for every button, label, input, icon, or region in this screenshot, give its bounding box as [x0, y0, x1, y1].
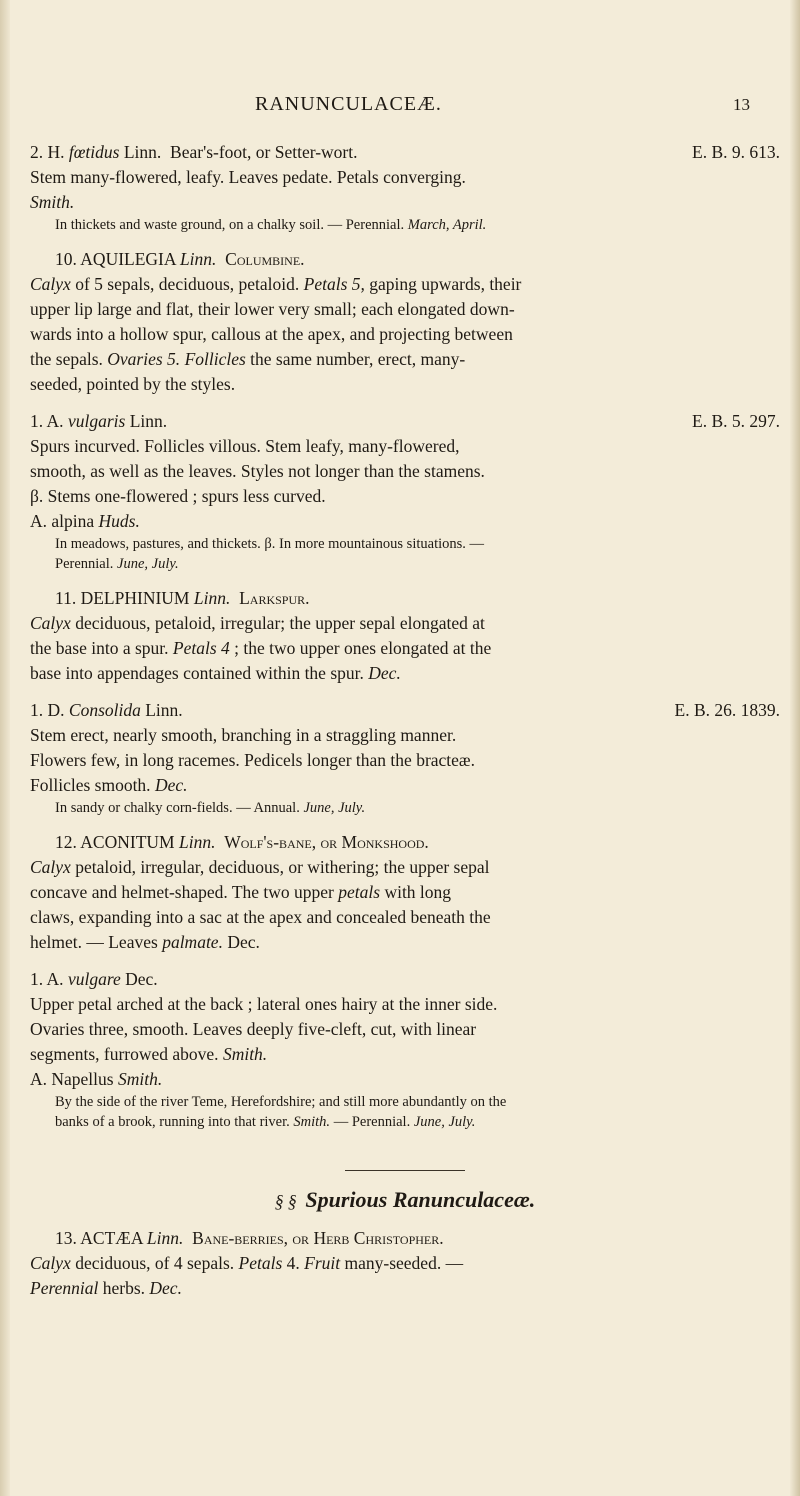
- species-entry-a-vulgare: [30, 967, 780, 1132]
- section-mark: § §: [274, 1191, 297, 1211]
- species-description: Stem many-flowered, leafy. Leaves pedate. Petals converging.: [30, 167, 466, 187]
- habitat-note: By the side of the river Teme, Herefordshire; and still more abundantly on the banks of a brook, running into that river. Smith. — Perennial. June, July.: [55, 1094, 507, 1130]
- genus-heading: 13. ACTÆA Linn. Bane-berries, or Herb Christopher.: [55, 1228, 444, 1248]
- plate-reference: E. B. 26. 1839.: [674, 700, 780, 720]
- running-head-title: RANUNCULACEÆ.: [255, 93, 442, 115]
- genus-description: Calyx petaloid, irregular, deciduous, or withering; the upper sepal concave and helmet-shaped. The two upper petals with long claws, expanding into a sac at the apex and concealed beneath the helmet. — Leaves palmate. Dec.: [30, 857, 491, 952]
- section-divider: [345, 1170, 465, 1171]
- habitat-note: In meadows, pastures, and thickets. β. In more mountainous situations. — Perennial. June, July.: [55, 536, 485, 572]
- section-heading-spurious: [30, 1187, 780, 1214]
- genus-heading: 12. ACONITUM Linn. Wolf's-bane, or Monkshood.: [55, 832, 429, 852]
- authority: Smith.: [30, 192, 75, 212]
- genus-description: Calyx deciduous, petaloid, irregular; the upper sepal elongated at the base into a spur. Petals 4 ; the two upper ones elongated at the base into appendages contained within the spur. Dec.: [30, 613, 492, 683]
- species-heading: 2. H. fœtidus Linn. Bear's-foot, or Setter-wort. E. B. 9. 613. Stem many-flowered, leafy. Leaves pedate. Petals converging. Smith.: [30, 140, 780, 215]
- page-edge-left: [0, 0, 10, 1496]
- page-number: 13: [733, 95, 750, 114]
- genus-heading: 11. DELPHINIUM Linn. Larkspur.: [55, 588, 310, 608]
- species-entry-a-vulgaris: [30, 409, 780, 574]
- plate-reference: E. B. 5. 297.: [692, 411, 780, 431]
- plate-reference: E. B. 9. 613.: [692, 142, 780, 162]
- habitat-note: In thickets and waste ground, on a chalky soil. — Perennial. March, April.: [55, 217, 487, 233]
- species-entry-h-foetidus: [30, 140, 780, 235]
- species-heading: 1. A. vulgaris Linn. E. B. 5. 297. Spurs incurved. Follicles villous. Stem leafy, many-flowered, smooth, as well as the leaves. Styles not longer than the stamens. β. Stems one-flowered ; spurs less curved. A. alpina Huds.: [30, 411, 780, 531]
- page-edge-right: [790, 0, 800, 1496]
- genus-description: Calyx deciduous, of 4 sepals. Petals 4. Fruit many-seeded. — Perennial herbs. Dec.: [30, 1253, 464, 1298]
- page-text: [30, 140, 780, 1301]
- running-head: [0, 93, 800, 123]
- species-heading: 1. D. Consolida Linn. E. B. 26. 1839. Stem erect, nearly smooth, branching in a straggling manner. Flowers few, in long racemes. Pedicels longer than the bracteæ. Follicles smooth. Dec.: [30, 700, 780, 795]
- species-heading: 1. A. vulgare Dec. Upper petal arched at the back ; lateral ones hairy at the inner side. Ovaries three, smooth. Leaves deeply five-cleft, cut, with linear segments, furrowed above. Smith. A. Napellus Smith.: [30, 969, 498, 1089]
- species-entry-d-consolida: [30, 698, 780, 818]
- genus-entry-aconitum: [30, 830, 780, 955]
- genus-entry-aquilegia: [30, 247, 780, 397]
- genus-entry-actaea: [30, 1226, 780, 1301]
- section-title: Spurious Ranunculaceæ.: [305, 1187, 536, 1212]
- habitat-note: In sandy or chalky corn-fields. — Annual. June, July.: [55, 800, 366, 816]
- genus-entry-delphinium: [30, 586, 780, 686]
- genus-description: Calyx of 5 sepals, deciduous, petaloid. Petals 5, gaping upwards, their upper lip large and flat, their lower very small; each elongated down- wards into a hollow spur, callous at the apex, and projecting between the sepals. Ovaries 5. Follicles the same number, erect, many- seeded, pointed by the styles.: [30, 274, 522, 394]
- genus-heading: 10. AQUILEGIA Linn. Columbine.: [55, 249, 305, 269]
